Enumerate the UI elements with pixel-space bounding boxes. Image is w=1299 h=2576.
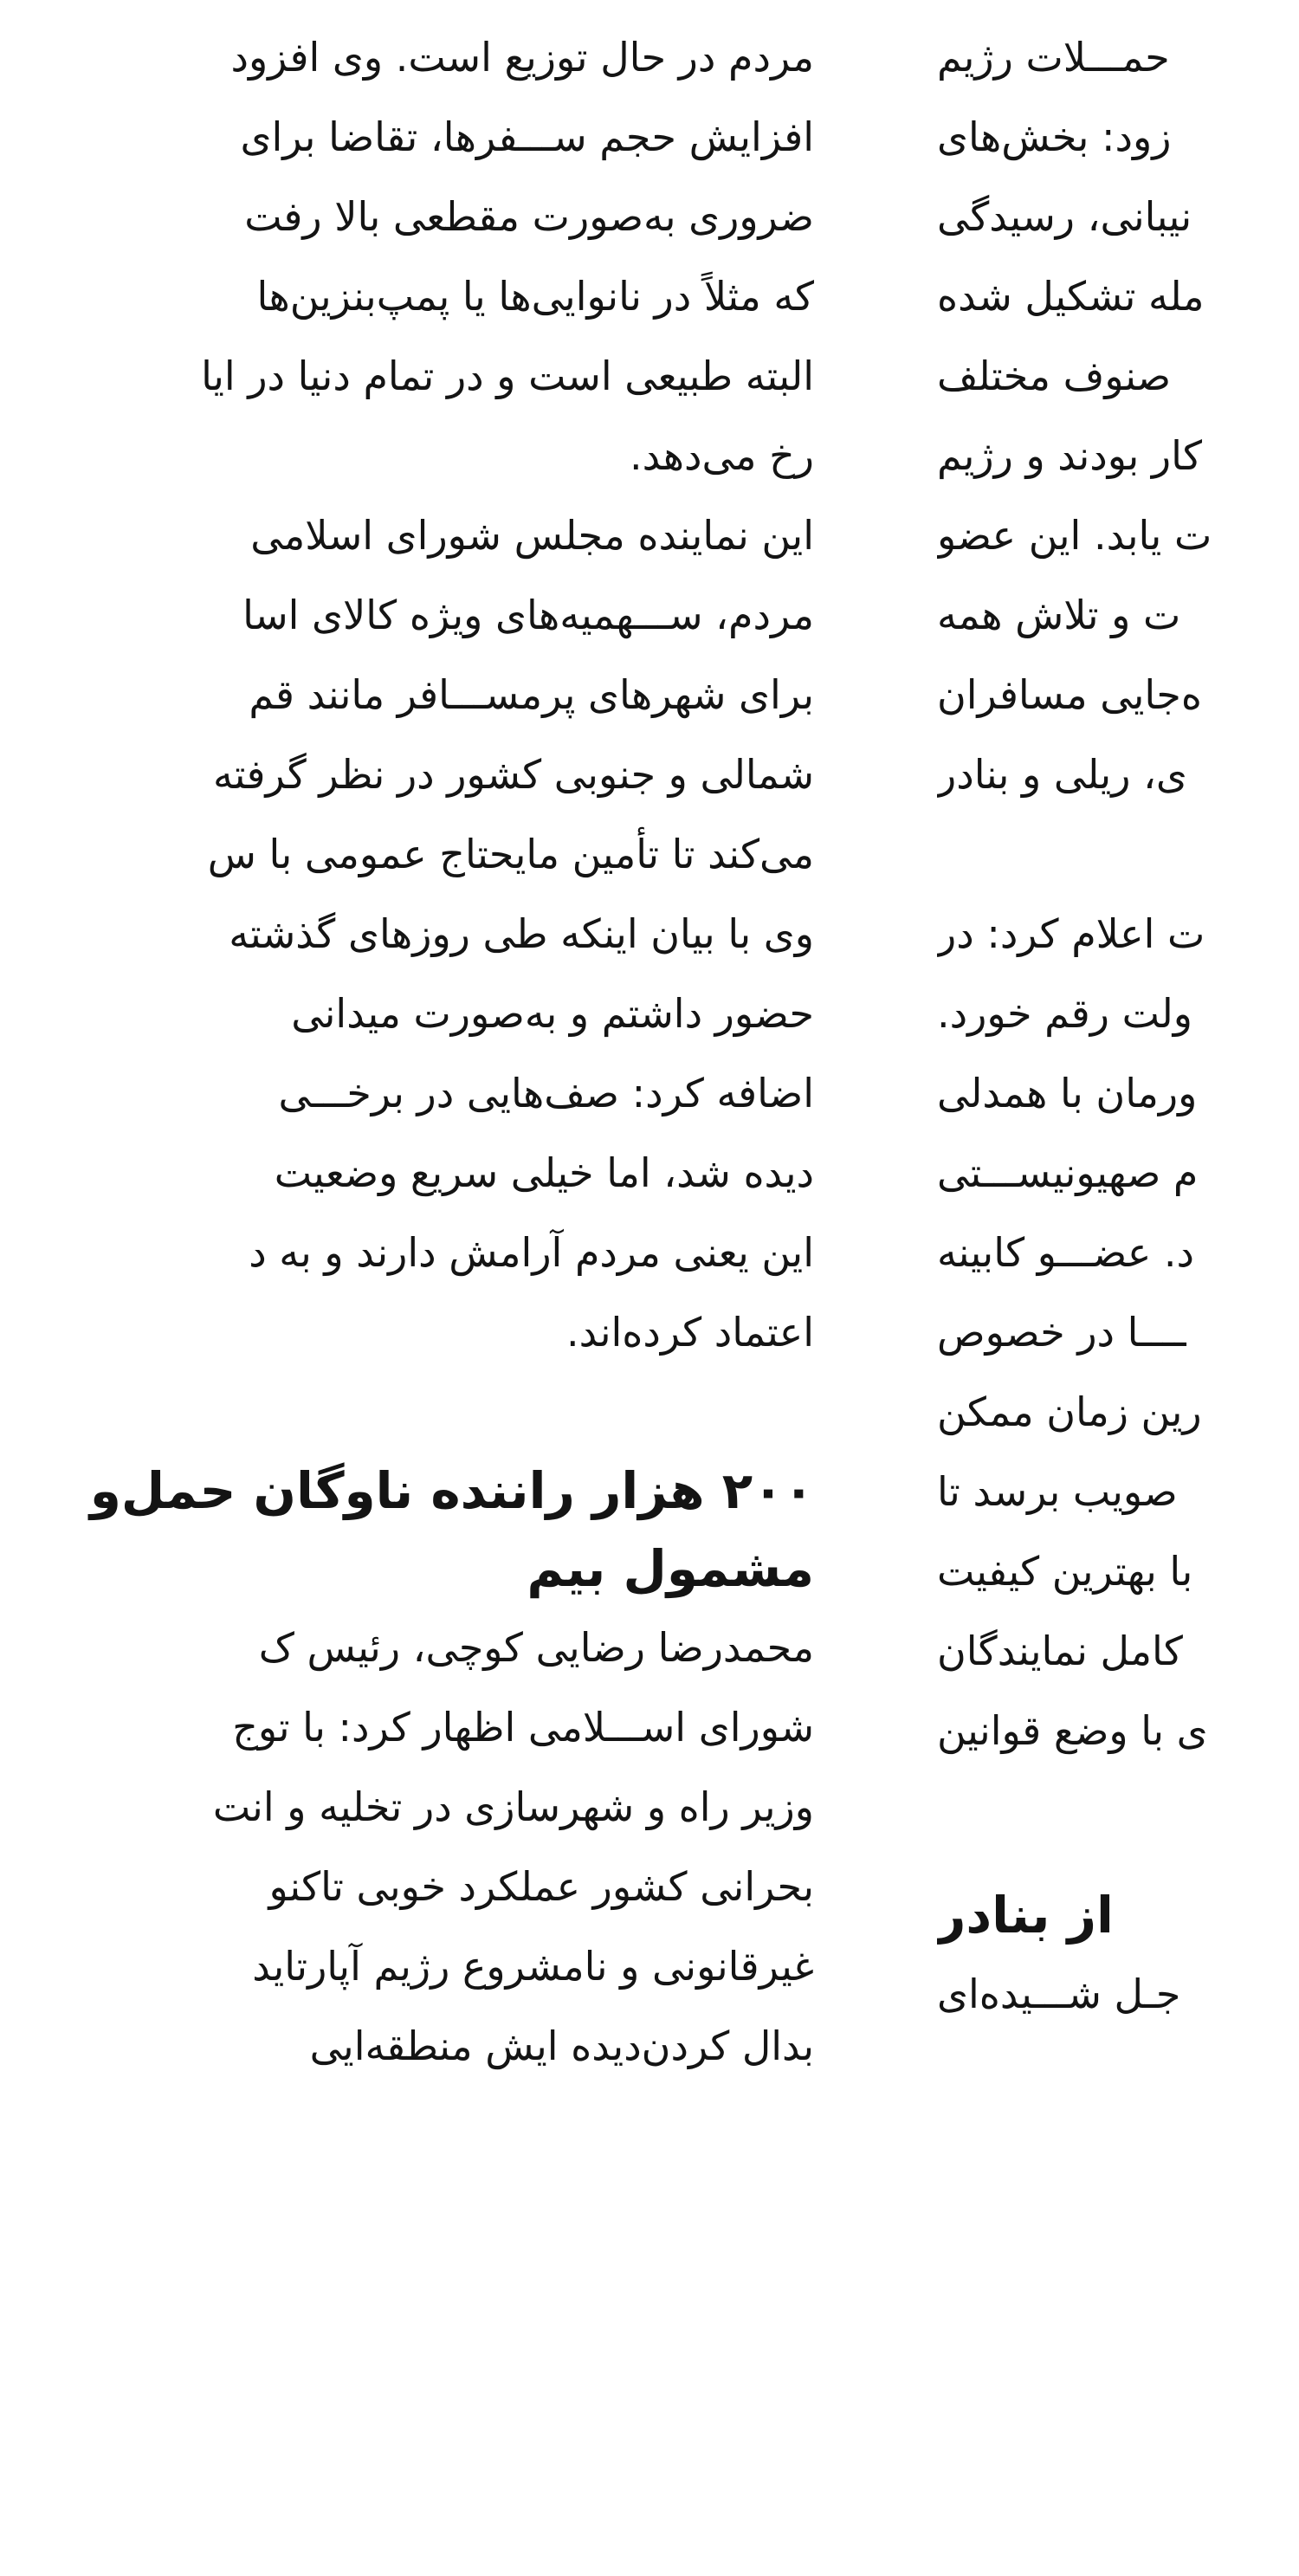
text-line: کار بودند و رژیم	[937, 432, 1203, 479]
text-line: این نماینده مجلس شورای اسلامی	[250, 512, 814, 559]
text-line: ورمان با همدلی	[937, 1070, 1198, 1116]
spacer	[937, 1770, 1299, 1850]
text-line: مردم، ســـهمیه‌های ویژه کالای اسا	[242, 592, 814, 638]
text-line: غیرقانونی و نامشروع رژیم آپارتاید	[252, 1943, 814, 1990]
text-line: ت اعلام کرد: در	[937, 910, 1205, 957]
paragraph-drivers	[0, 1608, 814, 2086]
text-line: صویب برسد تا	[937, 1468, 1178, 1515]
text-line: ه‌جایی مسافران	[937, 671, 1202, 718]
text-line: این یعنی مردم آرامش دارند و به د	[249, 1229, 814, 1276]
text-line: اعتماد کرده‌اند.	[565, 1309, 814, 1356]
spacer	[0, 1372, 814, 1452]
text-line: ت یابد. این عضو	[937, 512, 1212, 559]
text-line: وزیر راه و شهرسازی در تخلیه و انت	[212, 1783, 814, 1830]
text-line: ی با وضع قوانین	[937, 1707, 1208, 1754]
text-line: زود: بخش‌های	[937, 113, 1172, 160]
text-line: دیده شد، اما خیلی سریع وضعیت	[274, 1149, 814, 1196]
text-line: د. عضـــو کابینه	[937, 1229, 1195, 1276]
text-line: ولت رقم خورد.	[937, 990, 1192, 1037]
text-line: که مثلاً در نانوایی‌ها یا پمپ‌بنزین‌ها	[256, 273, 814, 320]
headline-line: مشمول بیم	[527, 1539, 814, 1598]
text-line: با بهترین کیفیت	[937, 1548, 1193, 1595]
article-headline	[0, 1452, 814, 1608]
text-line: ت و تلاش همه	[937, 592, 1181, 638]
text-line: جـل شـــیده‌ای	[937, 1971, 1181, 2017]
text-line: رین زمان ممکن	[937, 1388, 1202, 1435]
text-line: ی، ریلی و بنادر	[937, 751, 1187, 798]
right-column	[937, 0, 1299, 2034]
right-block-b	[937, 894, 1299, 1770]
text-line: محمدرضا رضایی کوچی، رئیس ک	[258, 1624, 814, 1671]
text-line: می‌کند تا تأمین مایحتاج عمومی با س	[207, 831, 814, 877]
paragraph-quotas	[0, 495, 814, 1372]
text-line: رخ می‌دهد.	[629, 432, 814, 479]
right-subheadline: از بنادر	[937, 1886, 1114, 1945]
text-line: مردم در حال توزیع است. وی افزود	[230, 34, 814, 81]
text-line: ضروری به‌صورت مقطعی بالا رفت	[244, 193, 814, 240]
text-line: مله تشکیل شده	[937, 273, 1205, 320]
text-line: حضور داشتم و به‌صورت میدانی	[291, 990, 814, 1037]
text-line: البته طبیعی است و در تمام دنیا در ایا	[201, 353, 814, 399]
text-line: وی با بیان اینکه طی روزهای گذشته	[229, 910, 814, 957]
text-line: صنوف مختلف	[937, 353, 1172, 399]
text-line: ــــا در خصوص	[937, 1309, 1186, 1356]
text-line: اضافه کرد: صف‌هایی در برخـــی	[278, 1070, 814, 1116]
spacer	[937, 814, 1299, 894]
text-line: م صهیونیســـتی	[937, 1149, 1199, 1196]
paragraph-distribution	[0, 17, 814, 495]
text-line: شمالی و جنوبی کشور در نظر گرفته	[212, 751, 814, 798]
right-block-a	[937, 17, 1299, 814]
headline-line: ۲۰۰ هزار راننده ناوگان حمل‌و	[89, 1461, 814, 1520]
text-line: حمـــلات رژیم	[937, 34, 1170, 81]
text-line: برای شهرهای پرمســـافر مانند قم	[249, 671, 814, 718]
text-line: نیبانی، رسیدگی	[937, 193, 1192, 240]
text-line: بحرانی کشور عملکرد خوبی تاکنو	[268, 1863, 814, 1910]
text-line: کامل نمایندگان	[937, 1628, 1183, 1674]
text-line: بدال کردن‌دیده ایش منطقه‌ایی	[309, 2023, 814, 2069]
text-line: شورای اســـلامی اظهار کرد: با توج	[232, 1704, 814, 1751]
text-line: افزایش حجم ســـفرها، تقاضا برای	[240, 113, 814, 160]
